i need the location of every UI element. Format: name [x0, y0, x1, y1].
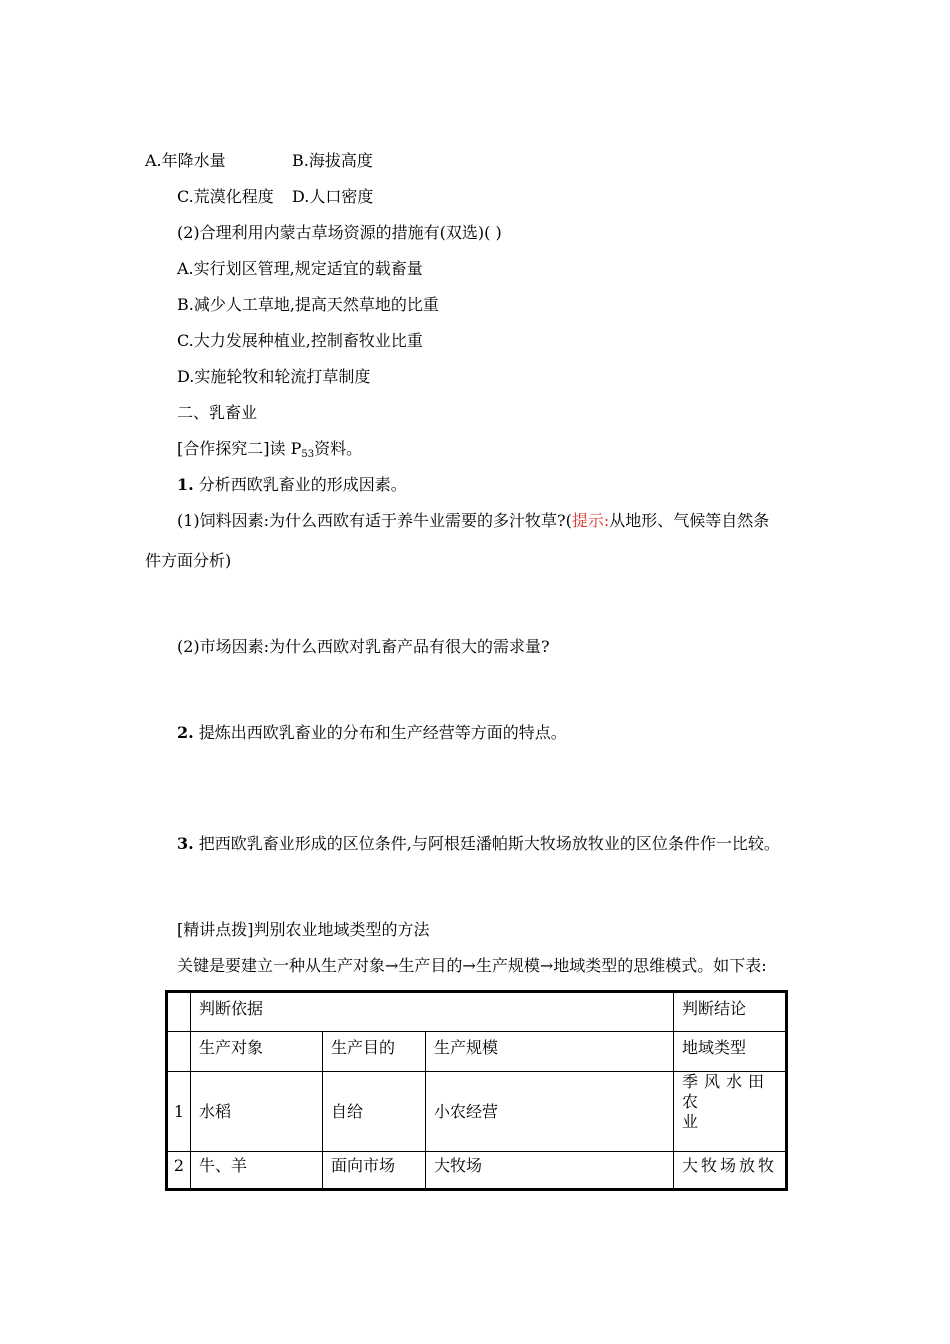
tips-title: [精讲点拨]判别农业地域类型的方法 — [177, 920, 430, 939]
row-purpose: 自给 — [323, 1072, 426, 1152]
row-number: 2 — [167, 1152, 191, 1190]
q2-stem: (2)合理利用内蒙古草场资源的措施有(双选)( ) — [177, 223, 502, 242]
row-purpose: 面向市场 — [323, 1152, 426, 1190]
table-header-row — [167, 992, 787, 1032]
q1-option-b: B.海拔高度 — [292, 151, 373, 170]
q2-option-c: C.大力发展种植业,控制畜牧业比重 — [177, 331, 423, 350]
q1-option-a: A.年降水量 — [145, 151, 226, 170]
table-row — [167, 1152, 787, 1190]
item2-heading — [177, 723, 567, 743]
section-title: 二、乳畜业 — [177, 403, 258, 422]
hint-label: 提示: — [571, 511, 610, 530]
row-type: 大牧场放牧 — [674, 1152, 787, 1190]
table-header-basis: 判断依据 — [191, 992, 674, 1032]
item1-part2: (2)市场因素:为什么西欧对乳畜产品有很大的需求量? — [177, 637, 550, 656]
item1-part1 — [177, 511, 769, 531]
row-scale: 大牧场 — [426, 1152, 674, 1190]
coop-heading — [177, 439, 362, 459]
table-header-conclusion: 判断结论 — [674, 992, 787, 1032]
table-col-scale: 生产规模 — [426, 1032, 674, 1072]
table-subheader-row — [167, 1032, 787, 1072]
q2-option-d: D.实施轮牧和轮流打草制度 — [177, 367, 371, 386]
q2-option-a: A.实行划区管理,规定适宜的载畜量 — [177, 259, 423, 278]
row-scale: 小农经营 — [426, 1072, 674, 1152]
item3-number: 3. — [177, 834, 194, 853]
item1-heading — [177, 475, 407, 495]
table-col-type: 地域类型 — [674, 1032, 787, 1072]
table-row — [167, 1072, 787, 1152]
q1-option-d: D.人口密度 — [292, 187, 374, 206]
row-object: 水稻 — [191, 1072, 323, 1152]
row-type — [674, 1072, 787, 1152]
coop-suffix: 资料。 — [314, 439, 363, 458]
table-cell-blank — [167, 1032, 191, 1072]
item1-part1-text: (1)饲料因素:为什么西欧有适于养牛业需要的多汁牧草?( — [177, 511, 572, 530]
row-type-line1: 季风水田农 — [682, 1072, 771, 1111]
item2-number: 2. — [177, 723, 194, 742]
item1-part1-rest: 从地形、气候等自然条 — [609, 511, 770, 530]
q1-option-c: C.荒漠化程度 — [177, 187, 274, 206]
judgement-table — [165, 990, 788, 1191]
item1-number: 1. — [177, 475, 194, 494]
row-object: 牛、羊 — [191, 1152, 323, 1190]
row-type-line2: 业 — [682, 1112, 705, 1131]
item2-text: 提炼出西欧乳畜业的分布和生产经营等方面的特点。 — [193, 723, 567, 742]
table-cell-blank — [167, 992, 191, 1032]
tips-intro: 关键是要建立一种从生产对象→生产目的→生产规模→地域类型的思维模式。如下表: — [177, 956, 767, 975]
row-number: 1 — [167, 1072, 191, 1152]
q2-option-b: B.减少人工草地,提高天然草地的比重 — [177, 295, 439, 314]
item1-text: 分析西欧乳畜业的形成因素。 — [193, 475, 407, 494]
item3-heading — [177, 834, 780, 854]
table-col-object: 生产对象 — [191, 1032, 323, 1072]
coop-prefix: [合作探究二]读 P — [177, 439, 302, 458]
item3-text: 把西欧乳畜业形成的区位条件,与阿根廷潘帕斯大牧场放牧业的区位条件作一比较。 — [193, 834, 780, 853]
table-col-purpose: 生产目的 — [323, 1032, 426, 1072]
coop-page-subscript: 53 — [301, 449, 315, 460]
item1-part1-continued: 件方面分析) — [145, 551, 232, 570]
